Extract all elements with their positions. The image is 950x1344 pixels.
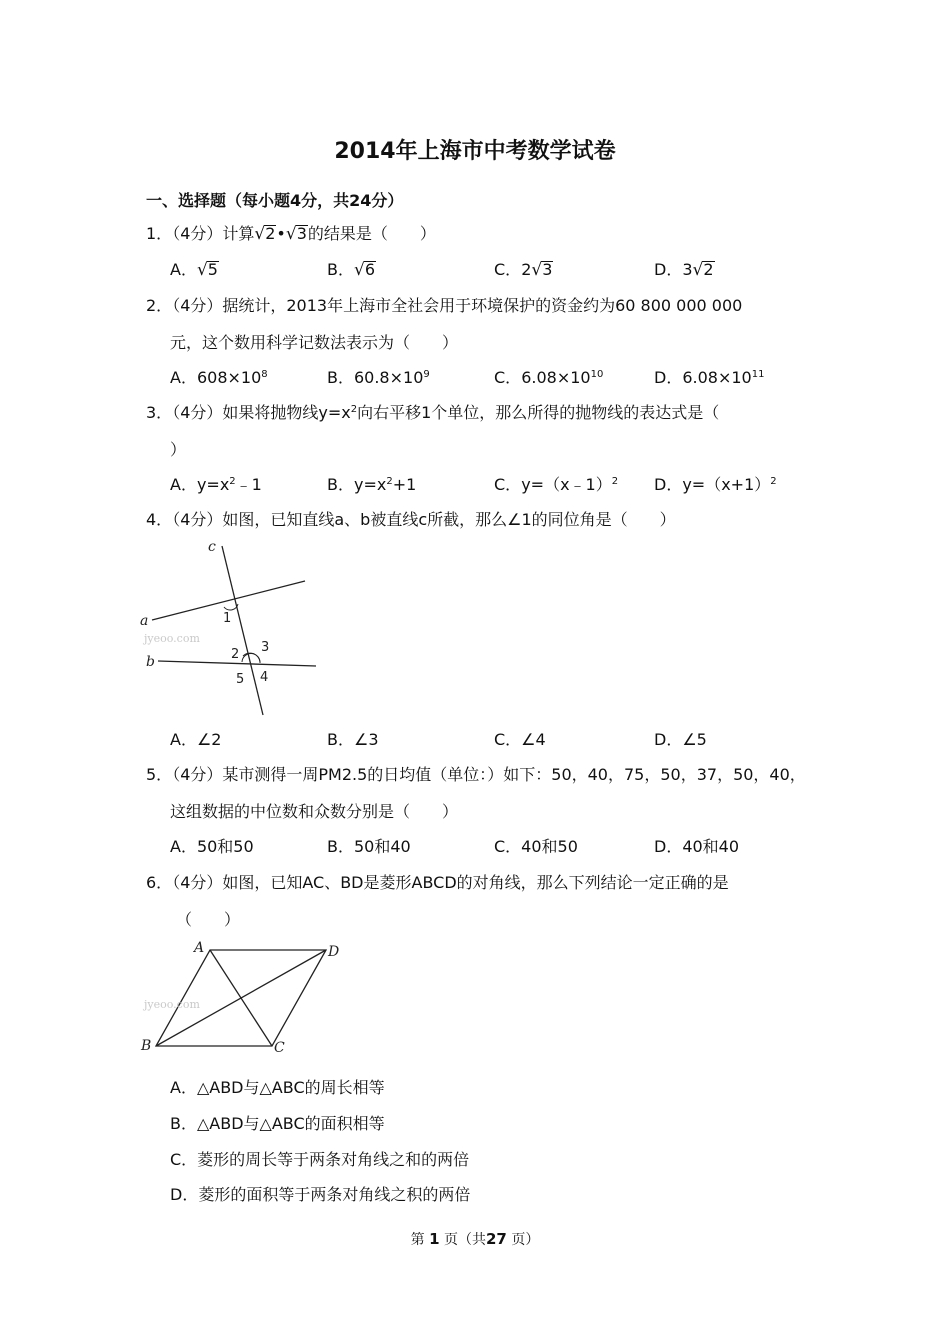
sqrt-icon: √ [692,260,704,280]
option-b: B．∠3 [327,730,379,749]
option-b: B．$60.8\times 10^9$ [327,368,430,387]
watermark: jyeoo.com [144,632,200,645]
option-b: B．$y=x^2+1$ [327,475,417,494]
question-number: 5． [146,765,173,784]
question-number: 1． [146,224,173,243]
radicand: 3 [296,224,307,243]
question-6-line2: （ ） [176,910,241,929]
sqrt-icon: √ [196,260,208,280]
vertex-b: B [141,1038,152,1054]
sqrt-icon: √ [531,260,543,280]
section-heading: 一、选择题（每小题4分，共24分） [146,191,404,210]
question-4 [146,510,676,530]
page-number: 1 [429,1230,440,1248]
label-c: c [208,539,216,555]
vertex-d: D [328,944,340,960]
option-a: A．△ABD与△ABC的周长相等 [170,1078,385,1097]
radicand: 2 [265,224,276,243]
option-c: C．菱形的周长等于两条对角线之和的两倍 [170,1150,470,1169]
label-a: a [140,613,149,629]
angle-arc-upper [243,653,260,662]
question-number: 2． [146,296,173,315]
page-footer: 第 1 页（共27 页） [410,1230,540,1248]
figure-transversal [136,538,326,720]
option-c: C．2√3 [494,260,553,280]
option-d: D．∠5 [654,730,707,749]
label-5: 5 [236,672,245,687]
question-text: （4分）计算 [172,224,255,243]
option-b: B．√6 [327,260,376,280]
question-2 [146,296,742,316]
question-text: 的结果是（ ） [307,224,436,243]
option-b: B．50和40 [327,837,411,856]
question-number: 6． [146,873,173,892]
option-a: A．50和50 [170,837,254,856]
sqrt-icon: √ [285,224,297,244]
sqrt-icon: √ [254,224,266,244]
question-text: （4分）据统计，2013年上海市全社会用于环境保护的资金约为60 800 000 000 [172,296,743,315]
page-total: 27 [486,1230,507,1248]
vertex-c: C [274,1040,285,1056]
multiply-dot: • [276,224,286,243]
question-6 [146,873,729,893]
option-d: D．3√2 [654,260,714,280]
question-3-line2: ） [170,440,187,459]
sqrt-icon: √ [353,260,365,280]
option-c: C．40和50 [494,837,578,856]
option-b: B．△ABD与△ABC的面积相等 [170,1114,385,1133]
option-d: D．菱形的面积等于两条对角线之积的两倍 [170,1185,471,1204]
figure-rhombus [136,936,348,1060]
question-3: 3．（4分）如果将抛物线$y=x^2$向右平移1个单位，那么所得的抛物线的表达式是（ [146,403,720,422]
label-b: b [146,654,155,670]
question-text: （4分）某市测得一周PM2.5的日均值（单位：）如下：50，40，75，50，37，50，40， [172,765,806,784]
question-text: （4分）如图，已知AC、BD是菱形ABCD的对角线，那么下列结论一定正确的是 [172,873,729,892]
question-5 [146,765,806,785]
option-a: A．∠2 [170,730,222,749]
option-a: A．√5 [170,260,218,280]
option-d: D．$6.08\times 10^{11}$ [654,368,765,387]
question-2-line2: 元，这个数用科学记数法表示为（ ） [170,333,459,352]
option-c: C．y=（x﹣1）$^2$ [494,475,619,494]
question-1 [146,224,436,244]
option-a: A．$y=x^2﹣1$ [170,475,262,494]
label-2: 2 [231,647,240,662]
vertex-a: A [194,940,205,956]
label-1: 1 [223,611,232,626]
label-3: 3 [261,640,270,655]
option-d: D．40和40 [654,837,740,856]
label-4: 4 [260,670,269,685]
watermark: jyeoo.com [144,998,200,1011]
line-c [222,546,263,715]
question-text: （4分）如图，已知直线a、b被直线c所截，那么∠1的同位角是（ ） [172,510,676,529]
option-c: C．∠4 [494,730,546,749]
question-number: 3． [146,403,173,422]
option-d: D．$y=(x+1)^2$ [654,475,777,494]
option-a: A．$608\times 10^8$ [170,368,268,387]
option-c: C．$6.08\times 10^{10}$ [494,368,604,387]
question-5-line2: 这组数据的中位数和众数分别是（ ） [170,802,459,821]
question-number: 4． [146,510,173,529]
page-title: 2014年上海市中考数学试卷 [334,139,616,164]
